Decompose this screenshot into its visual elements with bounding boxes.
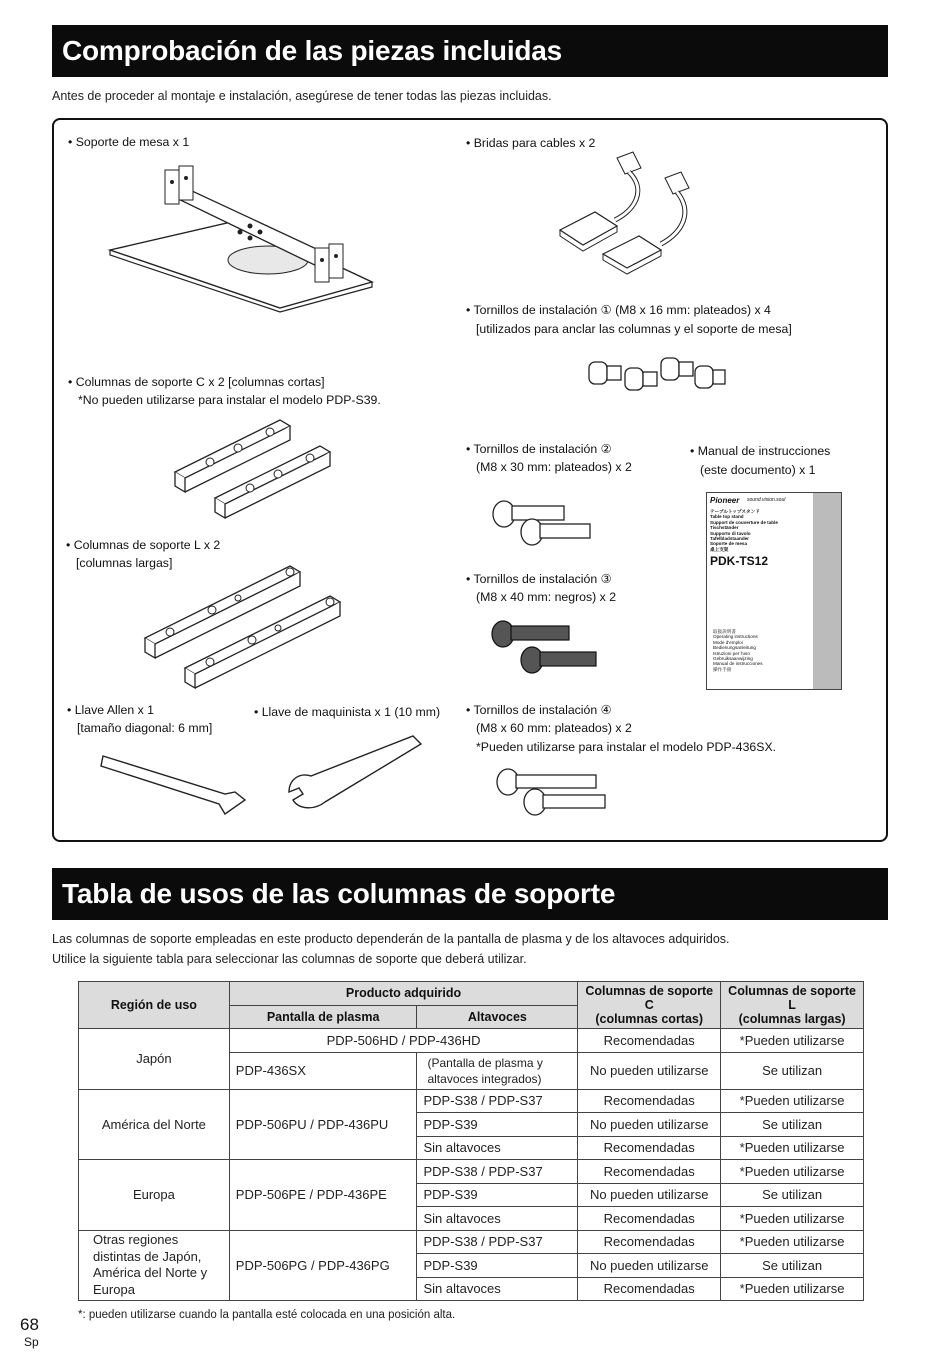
manual-cover-doc-line: Gebruiksaanwijzing: [713, 656, 753, 662]
table-stand-illustration: [100, 160, 375, 310]
manual-cover-title-line: Soporte de mesa: [710, 541, 748, 547]
columns-l-illustration: [140, 558, 350, 688]
label-columns-l-note: [columnas largas]: [76, 556, 173, 570]
manual-cover-brand: Pioneer: [710, 496, 740, 505]
speaker-line-2: altavoces integrados): [427, 1071, 542, 1086]
col-c-cell: Recomendadas: [578, 1029, 721, 1053]
section-title-parts: Comprobación de las piezas incluidas: [52, 25, 888, 77]
manual-cover-title-line: テーブルトップスタンド: [710, 509, 760, 514]
label-screws-2: • Tornillos de instalación ②: [466, 442, 612, 456]
region-north-america: América del Norte: [79, 1089, 230, 1160]
label-table-stand: • Soporte de mesa x 1: [68, 135, 190, 149]
section-intro-usage-1: Las columnas de soporte empleadas en este producto dependerán de la pantalla de plasma y de los altavoces adquiridos.: [52, 932, 730, 946]
label-screws-2-note: (M8 x 30 mm: plateados) x 2: [476, 460, 632, 474]
col-l-cell: *Pueden utilizarse: [721, 1277, 864, 1301]
label-screws-3: • Tornillos de instalación ③: [466, 572, 612, 586]
label-screws-1: • Tornillos de instalación ① (M8 x 16 mm: plateados) x 4: [466, 303, 771, 317]
col-c-cell: Recomendadas: [578, 1277, 721, 1301]
manual-cover-tagline: sound.vision.soul: [747, 497, 786, 503]
manual-cover-title-line: Support de couverture de table: [710, 519, 778, 525]
col-l-cell: *Pueden utilizarse: [721, 1089, 864, 1113]
region-other-line-2: distintas de Japón,: [93, 1248, 202, 1264]
region-europe: Europa: [79, 1160, 230, 1231]
col-l-cell: Se utilizan: [721, 1052, 864, 1089]
columns-c-illustration: [170, 412, 340, 517]
col-c-cell: No pueden utilizarse: [578, 1052, 721, 1089]
screws-4-illustration: [495, 764, 610, 822]
label-cable-ties: • Bridas para cables x 2: [466, 136, 596, 150]
header-product: Producto adquirido: [229, 982, 577, 1006]
header-col-c: [578, 982, 721, 1029]
col-l-cell: Se utilizan: [721, 1254, 864, 1278]
label-columns-c-note: *No pueden utilizarse para instalar el modelo PDP-S39.: [78, 393, 381, 407]
footnote: *: pueden utilizarse cuando la pantalla esté colocada en una posición alta.: [78, 1309, 456, 1321]
header-col-c-sub: (columnas cortas): [595, 1012, 704, 1026]
col-c-cell: Recomendadas: [578, 1160, 721, 1184]
manual-cover-title-line: 桌上支架: [710, 546, 729, 552]
col-l-cell: *Pueden utilizarse: [721, 1160, 864, 1184]
screws-2-illustration: [490, 492, 595, 552]
label-screws-3-note: (M8 x 40 mm: negros) x 2: [476, 590, 617, 604]
speaker-line-1: (Pantalla de plasma y: [427, 1055, 543, 1070]
manual-cover-title-line: Tischständer: [710, 525, 739, 531]
col-c-cell: Recomendadas: [578, 1136, 721, 1160]
speaker-cell: PDP-S38 / PDP-S37: [417, 1230, 578, 1254]
col-l-cell: *Pueden utilizarse: [721, 1207, 864, 1231]
spanner-illustration: [285, 732, 425, 812]
speaker-cell: PDP-S38 / PDP-S37: [417, 1160, 578, 1184]
manual-cover-doc-line: 操作手冊: [713, 666, 732, 672]
manual-cover: [706, 492, 842, 690]
col-c-cell: Recomendadas: [578, 1089, 721, 1113]
speaker-cell: PDP-S39: [417, 1113, 578, 1137]
label-manual: • Manual de instrucciones: [690, 444, 831, 458]
section-intro-usage-2: Utilice la siguiente tabla para seleccionar las columnas de soporte que deberá utilizar.: [52, 952, 527, 966]
header-col-l-sub: (columnas largas): [738, 1012, 846, 1026]
col-c-cell: No pueden utilizarse: [578, 1183, 721, 1207]
col-l-cell: *Pueden utilizarse: [721, 1230, 864, 1254]
manual-cover-model: PDK-TS12: [710, 554, 769, 568]
plasma-cell: PDP-506PU / PDP-436PU: [229, 1089, 417, 1160]
header-col-l-title: Columnas de soporte L: [728, 984, 856, 1012]
plasma-cell: PDP-506PG / PDP-436PG: [229, 1230, 417, 1301]
manual-cover-title-line: Table top stand: [710, 514, 744, 520]
section-intro-parts: Antes de proceder al montaje e instalación, asegúrese de tener todas las piezas incluidas.: [52, 89, 552, 103]
region-other: [79, 1230, 230, 1301]
col-l-cell: *Pueden utilizarse: [721, 1029, 864, 1053]
label-manual-note: (este documento) x 1: [700, 463, 816, 477]
speaker-cell: PDP-S38 / PDP-S37: [417, 1089, 578, 1113]
screws-3-illustration: [490, 616, 600, 681]
label-columns-l: • Columnas de soporte L x 2: [66, 538, 221, 552]
label-screws-1-note: [utilizados para anclar las columnas y el soporte de mesa]: [476, 322, 792, 336]
speaker-cell: Sin altavoces: [417, 1207, 578, 1231]
manual-cover-titles: [710, 509, 778, 552]
label-screws-4: • Tornillos de instalación ④: [466, 703, 612, 717]
allen-key-illustration: [95, 748, 260, 818]
manual-cover-doc-line: Bedienungsanleitung: [713, 645, 756, 651]
col-l-cell: Se utilizan: [721, 1113, 864, 1137]
manual-cover-doc-line: Manual de instrucciones: [713, 661, 763, 667]
speaker-cell: Sin altavoces: [417, 1277, 578, 1301]
section-title-usage: Tabla de usos de las columnas de soporte: [52, 868, 888, 920]
table-header-row: [79, 982, 864, 1006]
header-col-c-title: Columnas de soporte C: [585, 984, 714, 1012]
page-number: 68: [20, 1315, 39, 1334]
header-col-l: [721, 982, 864, 1029]
manual-cover-spine: [813, 493, 841, 689]
manual-cover-doc-titles: [713, 629, 763, 672]
speaker-cell: PDP-S39: [417, 1183, 578, 1207]
table-row: [79, 1029, 864, 1053]
table-row: [79, 1230, 864, 1254]
page-language: Sp: [24, 1335, 39, 1349]
cable-ties-illustration: [555, 150, 695, 275]
col-c-cell: No pueden utilizarse: [578, 1254, 721, 1278]
col-l-cell: Se utilizan: [721, 1183, 864, 1207]
region-other-line-3: América del Norte y: [93, 1265, 208, 1281]
label-screws-4-note: (M8 x 60 mm: plateados) x 2: [476, 721, 632, 735]
header-region: Región de uso: [79, 982, 230, 1029]
speaker-cell: PDP-S39: [417, 1254, 578, 1278]
plasma-cell: PDP-506PE / PDP-436PE: [229, 1160, 417, 1231]
col-l-cell: *Pueden utilizarse: [721, 1136, 864, 1160]
col-c-cell: Recomendadas: [578, 1230, 721, 1254]
manual-cover-title-line: Tafelbladstaander: [710, 536, 749, 542]
table-row: [79, 1160, 864, 1184]
manual-cover-doc-line: 取扱説明書: [713, 629, 736, 634]
label-screws-4-warning: *Pueden utilizarse para instalar el modelo PDP-436SX.: [476, 740, 777, 754]
label-spanner: • Llave de maquinista x 1 (10 mm): [254, 705, 441, 719]
col-c-cell: Recomendadas: [578, 1207, 721, 1231]
region-other-line-4: Europa: [93, 1281, 135, 1297]
product-cell: PDP-506HD / PDP-436HD: [229, 1029, 577, 1053]
header-plasma: Pantalla de plasma: [229, 1005, 417, 1029]
header-speakers: Altavoces: [417, 1005, 578, 1029]
col-c-cell: No pueden utilizarse: [578, 1113, 721, 1137]
label-allen-key: • Llave Allen x 1: [67, 703, 155, 717]
region-other-line-1: Otras regiones: [93, 1232, 179, 1248]
plasma-cell: PDP-436SX: [229, 1052, 417, 1089]
speaker-cell: Sin altavoces: [417, 1136, 578, 1160]
manual-cover-doc-line: Mode d'emploi: [713, 639, 743, 645]
manual-cover-title-line: Supporto di tavolo: [710, 530, 751, 536]
label-columns-c: • Columnas de soporte C x 2 [columnas cortas]: [68, 375, 325, 389]
manual-cover-doc-line: Operating instructions: [713, 634, 758, 640]
screws-1-illustration: [585, 352, 730, 402]
manual-cover-doc-line: Istruzioni per l'uso: [713, 650, 750, 656]
speaker-cell: [417, 1052, 578, 1089]
usage-table: [78, 981, 864, 1301]
table-row: [79, 1089, 864, 1113]
region-japan: Japón: [79, 1029, 230, 1090]
label-allen-key-note: [tamaño diagonal: 6 mm]: [77, 721, 213, 735]
